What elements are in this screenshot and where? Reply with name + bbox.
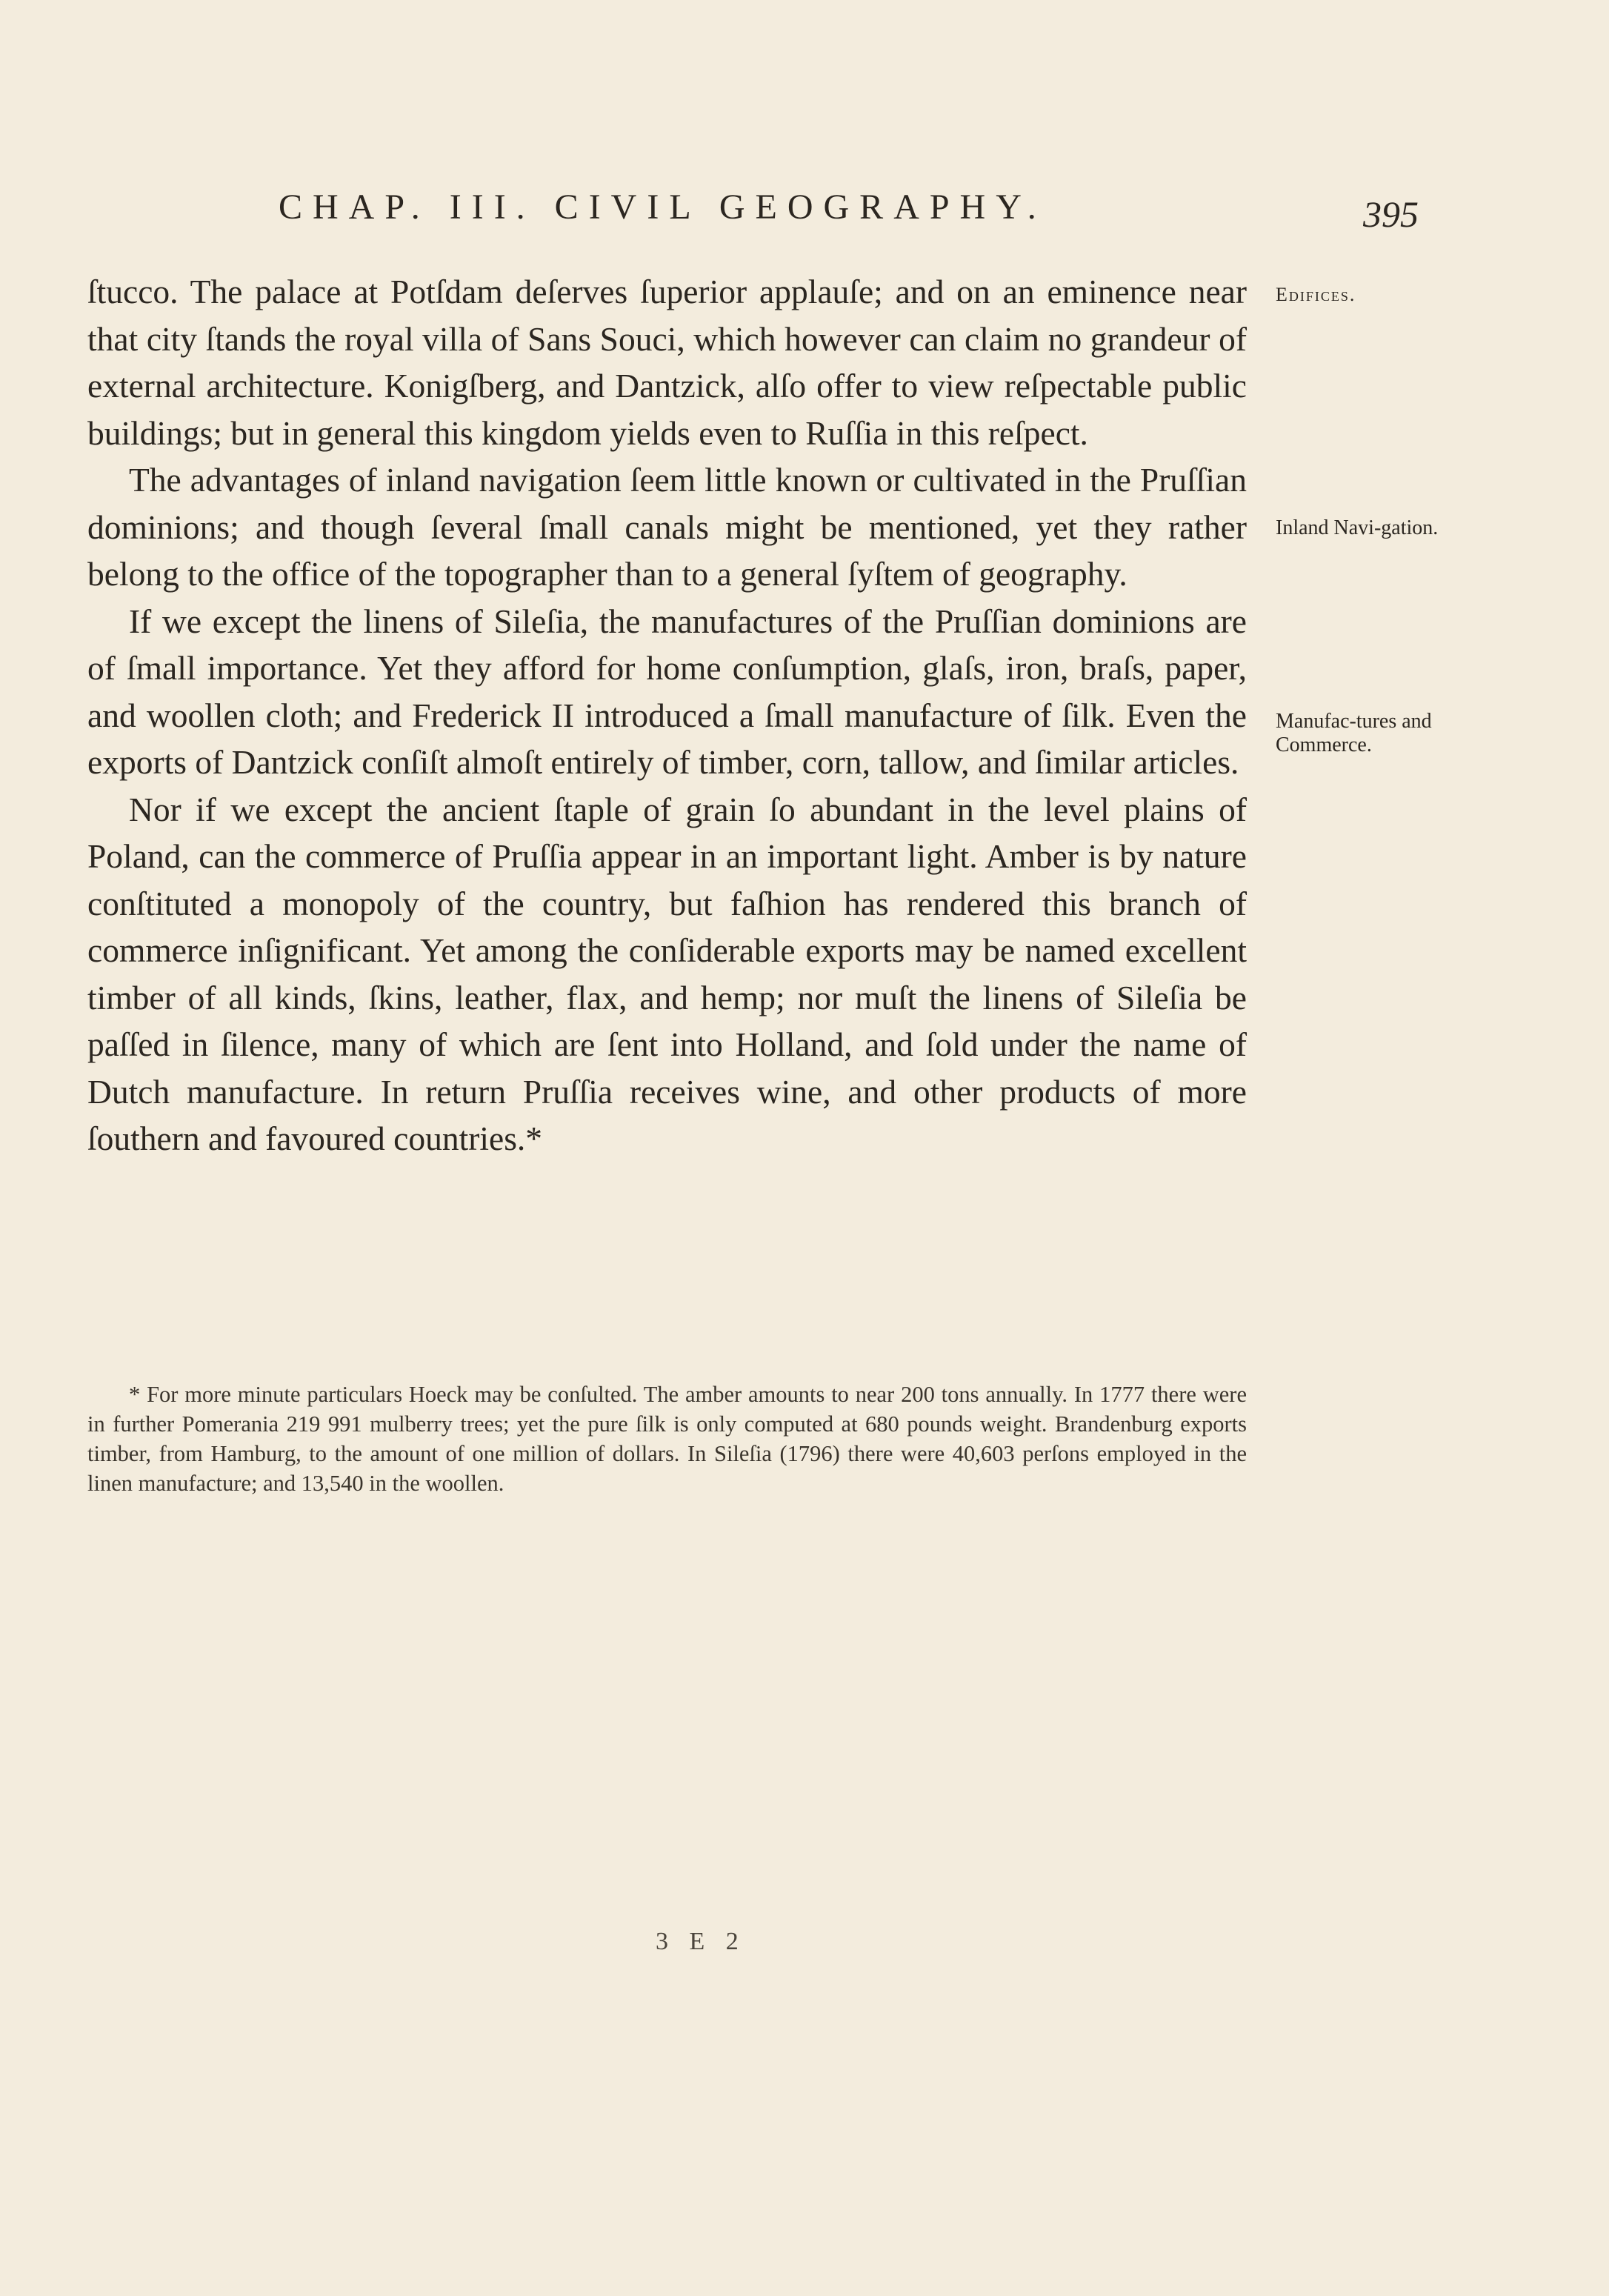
page-number: 395	[1363, 193, 1419, 235]
margin-note-edifices: Edifices.	[1276, 284, 1356, 305]
paragraph-commerce: Nor if we except the ancient ſtaple of grain ſo abundant in the level plains of Poland, can the commerce of Pruſſia appear in an important light. Amber is by nature conſtituted a monopoly of the country, but faſhion has rendered this branch of commerce inſignificant. Yet among the conſiderable exports may be named excellent timber of all kinds, ſkins, leather, flax, and hemp; nor muſt the linens of Sileſia be paſſed in ſilence, many of which are ſent into Holland, and ſold under the name of Dutch manufacture. In return Pruſſia receives wine, and other products of more ſouthern and favoured countries.*	[87, 790, 1247, 1157]
body-text	[87, 268, 1247, 1162]
chapter-heading: CHAP. III. CIVIL GEOGRAPHY.	[279, 187, 1047, 227]
signature-mark: 3 E 2	[656, 1928, 746, 1955]
paragraph-edifices: ſtucco. The palace at Potſdam deſerves ſuperior applauſe; and on an eminence near that city ſtands the royal villa of Sans Souci, which however can claim no grandeur of external architecture. Konigſberg, and Dantzick, alſo offer to view reſpectable public buildings; but in general this kingdom yields even to Ruſſia in this reſpect.	[87, 273, 1247, 452]
margin-note-manufactures: Manufac-tures and Commerce.	[1276, 710, 1432, 756]
paragraph-inland-navigation: The advantages of inland navigation ſeem little known or cultivated in the Pruſſian dominions; and though ſeveral ſmall canals might be mentioned, yet they rather belong to the office of the topographer than to a general ſyſtem of geography.	[87, 461, 1247, 593]
paragraph-manufactures: If we except the linens of Sileſia, the manufactures of the Pruſſian dominions are of ſmall importance. Yet they afford for home conſumption, glaſs, iron, braſs, paper, and woollen cloth; and Frederick II introduced a ſmall manufacture of ſilk. Even the exports of Dantzick conſiſt almoſt entirely of timber, corn, tallow, and ſimilar articles.	[87, 602, 1247, 781]
running-header	[87, 187, 1419, 239]
margin-note-inland-navigation: Inland Navi-gation.	[1276, 516, 1439, 539]
footnote: * For more minute particulars Hoeck may be conſulted. The amber amounts to near 200 tons annually. In 1777 there were in further Pomerania 219 991 mulberry trees; yet the pure ſilk is only computed at 680 pounds weight. Brandenburg exports timber, from Hamburg, to the amount of one million of dollars. In Sileſia (1796) there were 40,603 perſons employed in the linen manufacture; and 13,540 in the woollen.	[87, 1382, 1247, 1496]
